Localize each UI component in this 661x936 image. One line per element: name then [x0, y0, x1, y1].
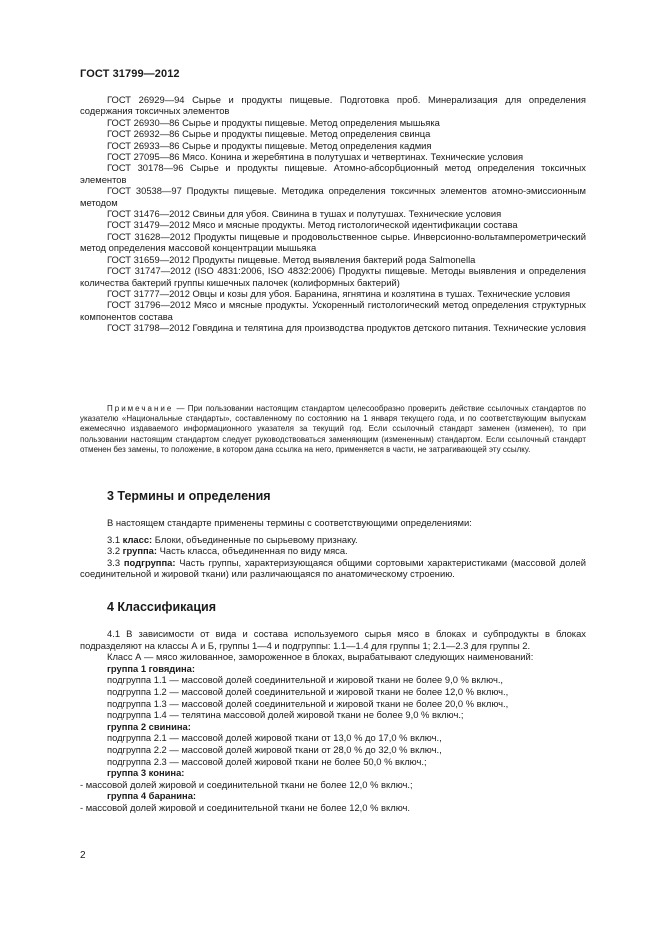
note-text: — При пользовании настоящим стандартом целесообразно проверить действие ссылочных стандартов по указателю «Национальные стандарты», составленному по состоянию на 1 января текущего года, и по соответствующим выпускам ежемесячно издаваемого информационного указателя за текущий год. Если ссылочный стандарт заменен (изменен), то при пользовании настоящим стандартом следует руководствоваться заменяющим (измененным) стандартом. Если ссылочный стандарт отменен без замены, то положение, в котором дана ссылка на него, применяется в части, не затрагивающей эту ссылку. — [80, 404, 586, 454]
term-definition — [80, 534, 586, 546]
subgroup-item: подгруппа 2.3 — массовой долей жировой ткани не более 50,0 % включ.; — [107, 755, 427, 767]
reference-item: ГОСТ 31659—2012 Продукты пищевые. Метод выявления бактерий рода Salmonella — [107, 253, 476, 265]
term-number: 3.1 — [107, 533, 123, 545]
section-3-heading: 3 Термины и определения — [107, 489, 271, 503]
group-3-item: - массовой долей жировой и соединительной ткани не более 12,0 % включ.; — [80, 778, 413, 790]
reference-item: ГОСТ 30538—97 Продукты пищевые. Методика определения токсичных элементов атомно-эмиссионным методом — [80, 185, 586, 208]
reference-item: ГОСТ 31476—2012 Свиньи для убоя. Свинина в тушах и полутушах. Технические условия — [107, 208, 502, 220]
term-number: 3.2 — [107, 545, 123, 557]
class-a-description: Класс А — мясо жилованное, замороженное в блоках, вырабатывают следующих наименований: — [107, 651, 534, 663]
normative-references-list — [80, 94, 586, 334]
reference-item: ГОСТ 30178—96 Сырье и продукты пищевые. Атомно-абсорбционный метод определения токсичных элементов — [80, 162, 586, 185]
reference-item: ГОСТ 31628—2012 Продукты пищевые и продовольственное сырье. Инверсионно-вольтамперометрический метод определения массовой концентрации мышьяка — [80, 230, 586, 254]
note-paragraph — [80, 404, 586, 455]
classification-paragraph: 4.1 В зависимости от вида и состава используемого сырья мясо в блоках и субпродукты в блоках подразделяют на классы А и Б, группы 1—4 и подгруппы: 1.1—1.4 для группы 1; 2.1—2.3 для группы 2. — [80, 628, 586, 651]
term-number: 3.3 — [107, 556, 124, 568]
subgroup-item: подгруппа 1.2 — массовой долей соединительной и жировой ткани не более 12,0 % включ., — [107, 685, 509, 697]
group-3-heading: группа 3 конина: — [107, 767, 185, 779]
subgroup-item: подгруппа 2.2 — массовой долей жировой ткани от 28,0 % до 32,0 % включ., — [107, 743, 442, 755]
section-3-body — [80, 517, 586, 580]
term-definition — [80, 557, 586, 580]
term-text: Часть класса, объединенная по виду мяса. — [157, 545, 348, 557]
group-2-heading: группа 2 свинина: — [107, 720, 191, 732]
term-text: Часть группы, характеризующаяся общими сортовыми характеристиками (массовой долей соединительной и жировой ткани) или различающаяся по анатомическому строению. — [80, 556, 586, 580]
reference-item: ГОСТ 31796—2012 Мясо и мясные продукты. Ускоренный гистологический метод определения структурных компонентов состава — [80, 299, 586, 322]
term-word: подгруппа: — [123, 556, 176, 568]
reference-item: ГОСТ 26930—86 Сырье и продукты пищевые. Метод определения мышьяка — [107, 116, 440, 128]
reference-item: ГОСТ 31747—2012 (ISO 4831:2006, ISO 4832:2006) Продукты пищевые. Методы выявления и определения количества бактерий группы кишечных палочек (колиформных бактерий) — [80, 265, 586, 288]
reference-item: ГОСТ 31479—2012 Мясо и мясные продукты. Метод гистологической идентификации состава — [107, 219, 518, 231]
term-text: Блоки, объединенные по сырьевому признаку. — [152, 533, 358, 545]
document-header: ГОСТ 31799—2012 — [80, 68, 180, 80]
reference-item: ГОСТ 31798—2012 Говядина и телятина для производства продуктов детского питания. Технические условия — [107, 322, 586, 334]
reference-item: ГОСТ 31777—2012 Овцы и козы для убоя. Баранина, ягнятина и козлятина в тушах. Технические условия — [107, 287, 571, 299]
subgroup-item: подгруппа 1.4 — телятина массовой долей жировой ткани не более 9,0 % включ.; — [107, 709, 464, 721]
section-3-intro: В настоящем стандарте применены термины с соответствующими определениями: — [107, 517, 472, 528]
group-4-item: - массовой долей жировой и соединительной ткани не более 12,0 % включ. — [80, 801, 411, 813]
subgroup-item: подгруппа 2.1 — массовой долей жировой ткани от 13,0 % до 17,0 % включ., — [107, 732, 442, 744]
group-1-heading: группа 1 говядина: — [107, 662, 196, 674]
subgroup-item: подгруппа 1.1 — массовой долей соединительной и жировой ткани не более 9,0 % включ., — [107, 674, 504, 686]
page-number: 2 — [80, 850, 86, 861]
note-lead: Примечание — [107, 404, 174, 413]
term-word: группа: — [122, 545, 158, 557]
reference-item: ГОСТ 26932—86 Сырье и продукты пищевые. Метод определения свинца — [107, 128, 431, 140]
subgroup-item: подгруппа 1.3 — массовой долей соединительной и жировой ткани не более 20,0 % включ., — [107, 697, 509, 709]
term-word: класс: — [122, 533, 153, 545]
reference-item: ГОСТ 26933—86 Сырье и продукты пищевые. Метод определения кадмия — [107, 139, 432, 151]
reference-item: ГОСТ 26929—94 Сырье и продукты пищевые. Подготовка проб. Минерализация для определения содержания токсичных элементов — [80, 94, 586, 117]
section-4-body — [80, 628, 586, 814]
reference-item: ГОСТ 27095—86 Мясо. Конина и жеребятина в полутушах и четвертинах. Технические условия — [107, 151, 524, 163]
group-4-heading: группа 4 баранина: — [107, 790, 197, 802]
section-4-heading: 4 Классификация — [107, 600, 217, 614]
term-definition — [80, 545, 586, 557]
